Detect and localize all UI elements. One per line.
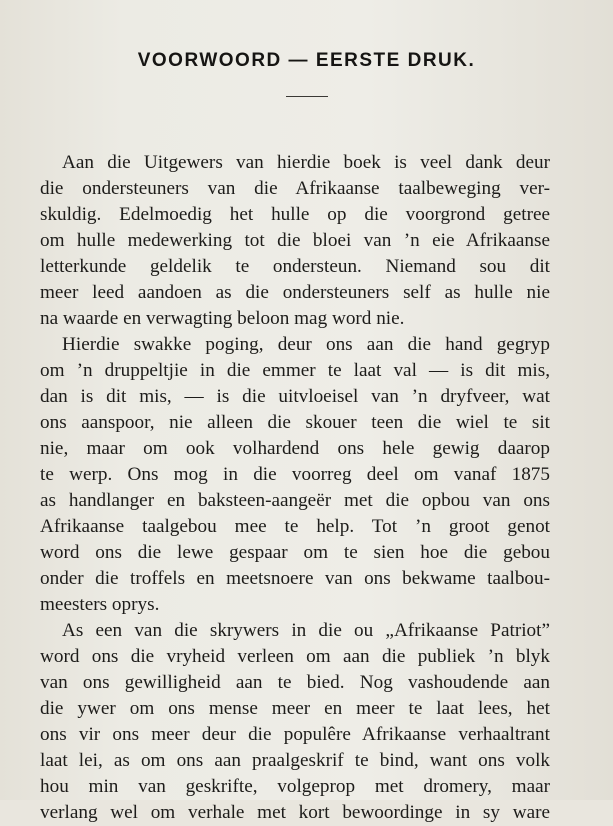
text-line: ons vir ons meer deur die populêre Afrikaanse verhaaltrant — [40, 724, 550, 745]
text-line: dan is dit mis, — is die uitvloeisel van ’n dryfveer, wat — [40, 386, 550, 407]
text-line: skuldig. Edelmoedig het hulle op die voorgrond getree — [40, 204, 550, 225]
text-line: word ons die vryheid verleen om aan die publiek ’n blyk — [40, 646, 550, 667]
text-line: Afrikaanse taalgebou mee te help. Tot ’n groot genot — [40, 516, 550, 537]
paragraph-3 — [40, 618, 550, 826]
text-line: Aan die Uitgewers van hierdie boek is veel dank deur — [62, 152, 550, 173]
page-title: VOORWOORD — EERSTE DRUK. — [137, 50, 476, 71]
text-line: ons aanspoor, nie alleen die skouer teen die wiel te sit — [40, 412, 550, 433]
title-divider — [286, 96, 328, 97]
text-line: verlang wel om verhale met kort bewoordinge in sy ware — [40, 802, 550, 823]
text-line: nie, maar om ook volhardend ons hele gewig daarop — [40, 438, 550, 459]
text-line: onder die troffels en meetsnoere van ons bekwame taalbou- — [40, 568, 550, 589]
text-line: meer leed aandoen as die ondersteuners self as hulle nie — [40, 282, 550, 303]
text-line: om hulle medewerking tot die bloei van ’n eie Afrikaanse — [40, 230, 550, 251]
text-line: na waarde en verwagting beloon mag word nie. — [40, 308, 405, 329]
text-line: word ons die lewe gespaar om te sien hoe die gebou — [40, 542, 550, 563]
text-line: om ’n druppeltjie in die emmer te laat val — is dit mis, — [40, 360, 550, 381]
text-line: laat lei, as om ons aan praalgeskrif te bind, want ons volk — [40, 750, 550, 771]
paragraph-1 — [40, 150, 550, 332]
text-line: van ons gewilligheid aan te bied. Nog vashoudende aan — [40, 672, 550, 693]
text-line: as handlanger en baksteen-aangeër met die opbou van ons — [40, 490, 550, 511]
text-line: letterkunde geldelik te ondersteun. Niemand sou dit — [40, 256, 550, 277]
text-line: die ondersteuners van die Afrikaanse taalbeweging ver- — [40, 178, 550, 199]
body-text — [40, 150, 550, 826]
text-line: hou min van geskrifte, volgeprop met dromery, maar — [40, 776, 550, 797]
text-line: te werp. Ons mog in die voorreg deel om vanaf 1875 — [40, 464, 550, 485]
paragraph-2 — [40, 332, 550, 618]
text-line: meesters oprys. — [40, 594, 160, 615]
text-line: Hierdie swakke poging, deur ons aan die hand gegryp — [62, 334, 550, 355]
text-line: die ywer om ons mense meer en meer te laat lees, het — [40, 698, 550, 719]
text-line: As een van die skrywers in die ou „Afrikaanse Patriot” — [62, 620, 550, 641]
